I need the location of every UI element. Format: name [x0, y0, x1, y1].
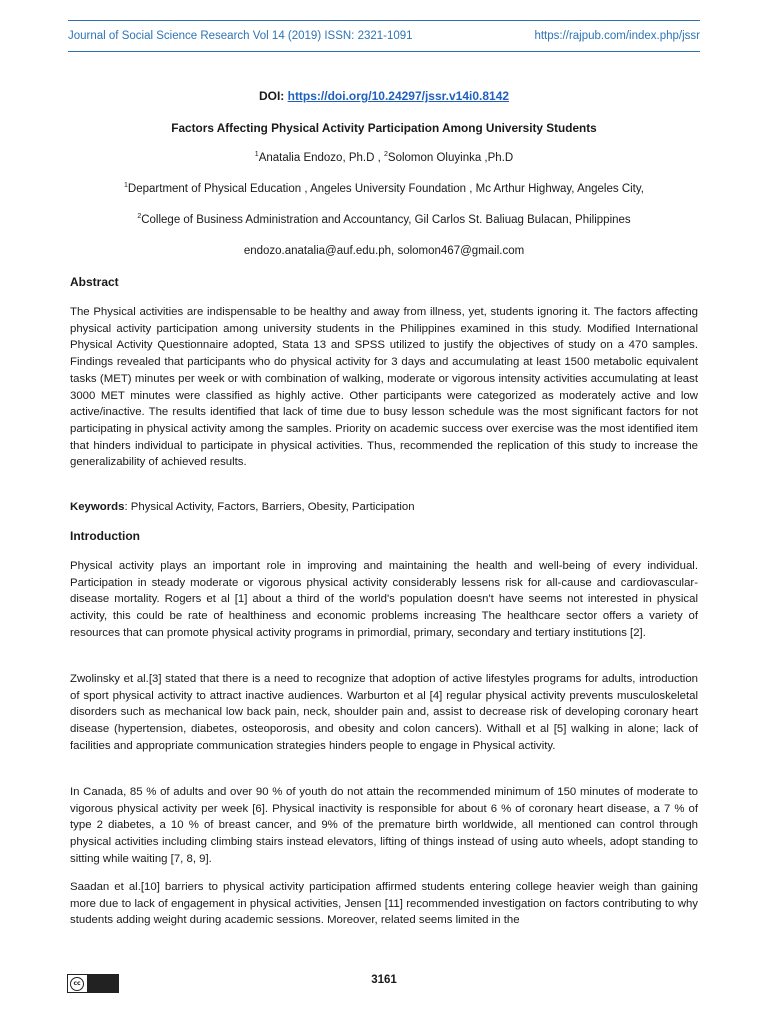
journal-url[interactable]: https://rajpub.com/index.php/jssr: [534, 30, 700, 42]
abstract-heading: Abstract: [70, 275, 119, 289]
author2-name: Solomon Oluyinka ,Ph.D: [387, 152, 514, 164]
affiliation-2-superscript: 2: [137, 213, 142, 221]
intro-paragraph-3: In Canada, 85 % of adults and over 90 % of youth do not attain the recommended minimum of 150 minutes of moderate to vigorous physical activity per week [6]. Physical inactivity is responsible for about 6 % of coronary heart disease, a 7 % of type 2 diabetes, a 10 % of breast cancer, and 9% of the premature birth worldwide, all mentioned can control through physical activities including climbing stairs instead elevators, lifting of things instead of using auto wheels, adopt standing to sitting while waiting [7, 8, 9].: [70, 786, 698, 865]
intro-paragraph-2: Zwolinsky et al.[3] stated that there is a need to recognize that adoption of active lifestyles programs for adults, introduction of sport physical activity to attract inactive audiences. Warburton et al [4] regular physical activity prevents musculoskeletal disorders such as mechanical low back pain, neck, shoulder pain and, assist to decrease risk of developing coronary heart disease (hypertension, diabetes, osteoporosis, and obesity and colon cancers). Withall et al [5] walking in alone; lack of facilities and appropriate communication strategies hinders people to engage in Physical activity.: [70, 673, 698, 752]
journal-header: [68, 20, 700, 52]
author2-superscript: 2: [384, 151, 388, 159]
author-emails: endozo.anatalia@auf.edu.ph, solomon467@gmail.com: [243, 245, 525, 257]
keywords-label: Keywords: [70, 501, 125, 513]
doi-line: [40, 89, 728, 103]
doi-label: DOI:: [258, 89, 288, 103]
affiliation-1-superscript: 1: [124, 182, 128, 190]
intro-paragraph-4: Saadan et al.[10] barriers to physical activity participation affirmed students entering college heavier weigh than gaining more due to lack of engagement in physical activities, Jensen [11] recommended investigation on factors contributing to why students adding weight during academic sessions. Moreover, related seems limited in the: [70, 881, 698, 927]
abstract-text: The Physical activities are indispensable to be healthy and away from illness, yet, students ignoring it. The factors affecting physical activity participation among university students in the Philippines examined in this study. Modified International Physical Activity Questionnaire adopted, Stata 13 and SPSS utilized to justify the objectives of study on a 470 samples. Findings revealed that participants who do physical activity for 3 days and accumulating at least 1500 metabolic equivalent tasks (MET) minutes per week or with combination of walking, moderate or vigorous intensity activities accumulating at least 3000 MET minutes were classified as highly active. Other participants were categorized as moderately active and low active/inactive. The results identified that lack of time due to busy lesson schedule was the most significant factors for not participating in physical activity among the samples. Priority on academic success over exercise was the most identified item that hinders individual to participate in physical activities. Thus, recommended the replication of this study to increase the generalizability of achieved results.: [70, 306, 698, 469]
affiliation-2: [40, 214, 728, 226]
introduction-heading: Introduction: [70, 529, 140, 543]
affiliation-1: [40, 183, 728, 195]
paper-title: Factors Affecting Physical Activity Participation Among University Students: [171, 121, 597, 135]
intro-paragraph-1: Physical activity plays an important role in improving and maintaining the health and well-being of every individual. Participation in steady moderate or vigorous physical activity considerably lessens risk for all-cause and cardiovascular-disease mortality. Rogers et al [1] about a third of the world's population doesn't have seems not interested in physical activity, this could be rate of healthiness and economic problems increasing The healthcare sector offers a variety of resources that can promote physical activity programs in primordial, primary, secondary and tertiary institutions [2].: [70, 560, 698, 639]
author-line: [40, 152, 728, 164]
affiliation-1-text: Department of Physical Education , Angeles University Foundation , Mc Arthur Highway, Angeles City,: [127, 183, 644, 195]
page-number: 3161: [371, 974, 397, 986]
author1-name: Anatalia Endozo, Ph.D ,: [258, 152, 384, 164]
journal-citation: Journal of Social Science Research Vol 14 (2019) ISSN: 2321-1091: [68, 30, 413, 42]
cc-by-license-icon: [67, 974, 119, 993]
keywords-text: : Physical Activity, Factors, Barriers, Obesity, Participation: [124, 501, 415, 513]
affiliation-2-text: College of Business Administration and Accountancy, Gil Carlos St. Baliuag Bulacan, Philippines: [141, 214, 631, 226]
doi-link[interactable]: https://doi.org/10.24297/jssr.v14i0.8142: [287, 89, 510, 103]
keywords-line: [70, 499, 698, 516]
cc-by-icon: [87, 975, 118, 992]
author1-superscript: 1: [254, 151, 259, 159]
cc-logo-icon: cc: [70, 977, 84, 991]
